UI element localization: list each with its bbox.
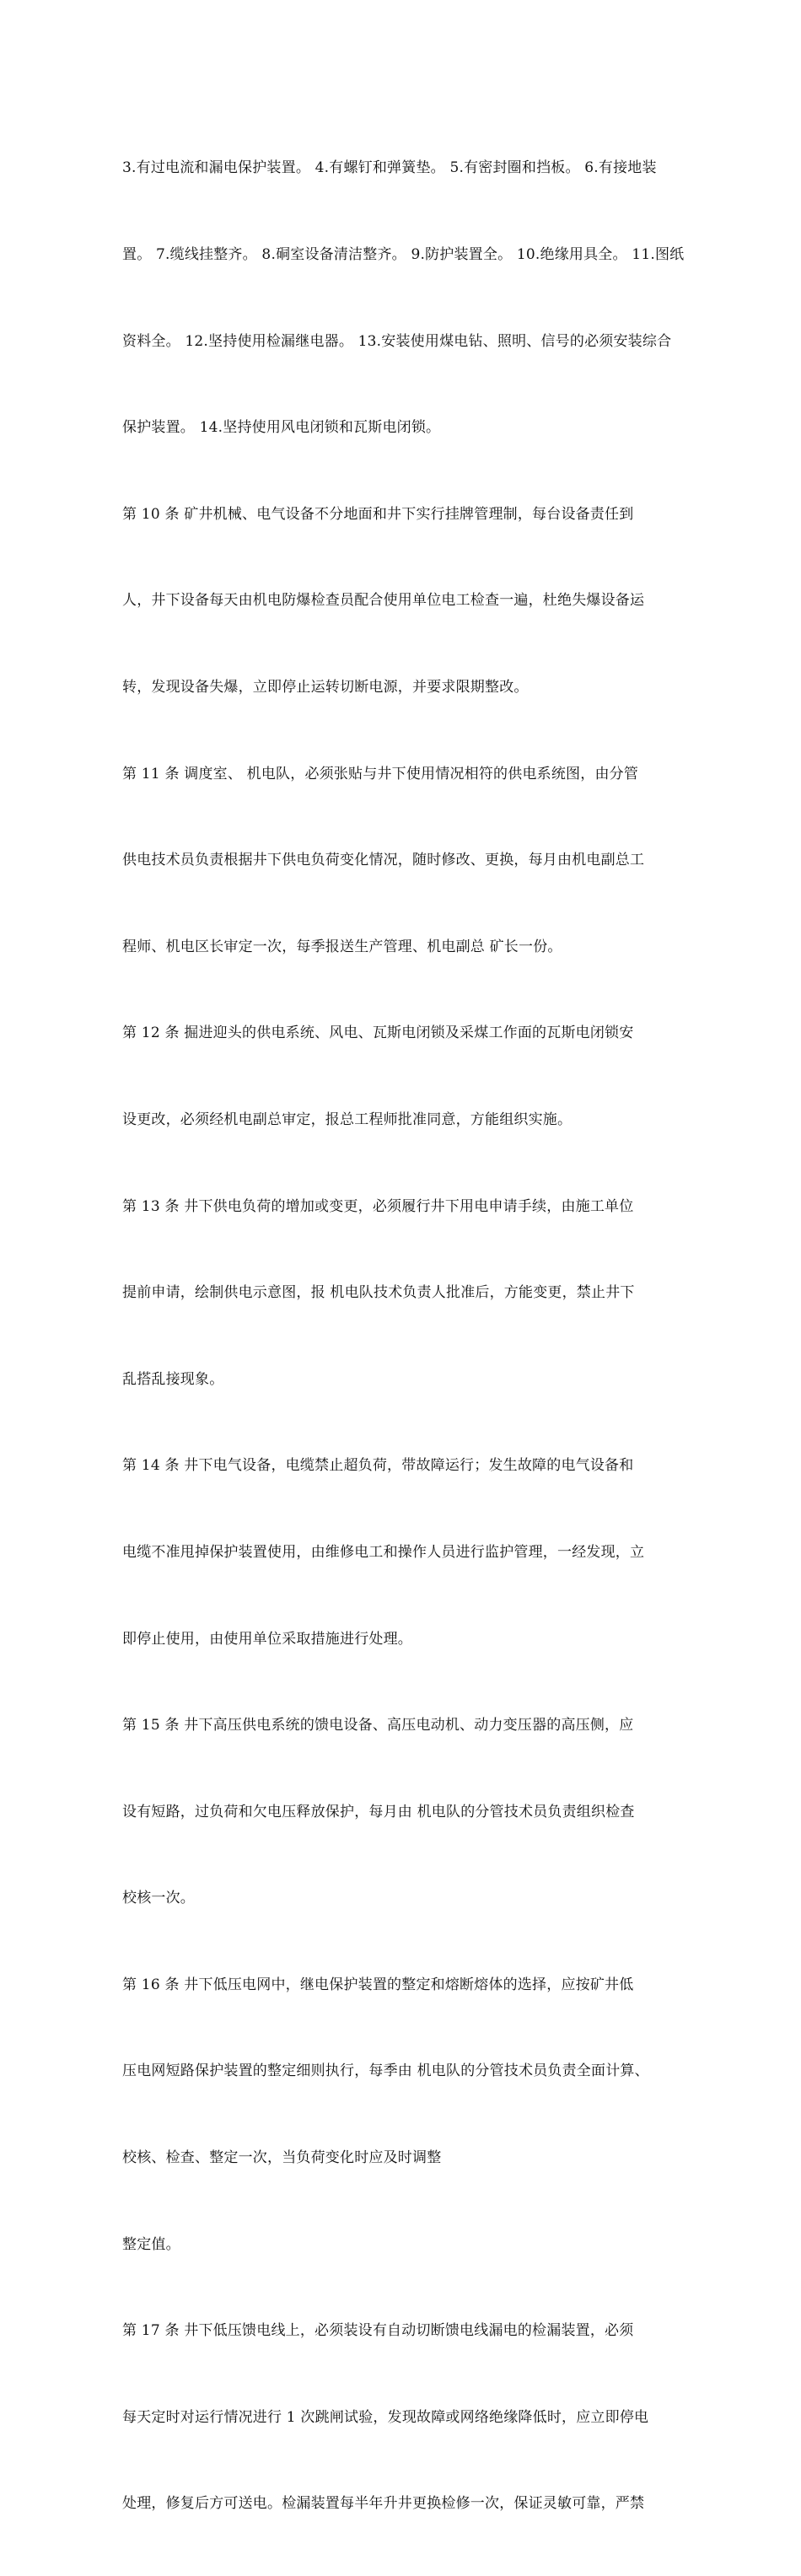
- document-body: [122, 96, 685, 2576]
- text-line: 资料全。 12.坚持使用检漏继电器。 13.安装使用煤电钻、照明、信号的必须安装综合: [122, 332, 672, 350]
- article-13-line: 第 13 条 井下供电负荷的增加或变更，必须履行井下用电申请手续，由施工单位: [122, 1197, 634, 1215]
- text-line: 处理，修复后方可送电。检漏装置每半年升井更换检修一次，保证灵敏可靠，严禁: [122, 2495, 645, 2513]
- text-line: 置。 7.缆线挂整齐。 8.硐室设备清洁整齐。 9.防护装置全。 10.绝缘用具全。 11.图纸: [122, 246, 685, 263]
- text-line: 乱搭乱接现象。: [122, 1370, 224, 1388]
- text-line: 3.有过电流和漏电保护装置。 4.有螺钉和弹簧垫。 5.有密封圈和挡板。 6.有接地装: [122, 159, 657, 177]
- text-line: 程师、机电区长审定一次，每季报送生产管理、机电副总 矿长一份。: [122, 938, 562, 955]
- article-17-line: 第 17 条 井下低压馈电线上，必须装设有自动切断馈电线漏电的检漏装置，必须: [122, 2322, 634, 2340]
- article-16-line: 第 16 条 井下低压电网中，继电保护装置的整定和熔断熔体的选择，应按矿井低: [122, 1976, 634, 1993]
- article-14-line: 第 14 条 井下电气设备，电缆禁止超负荷，带故障运行；发生故障的电气设备和: [122, 1457, 634, 1475]
- text-line: 即停止使用，由使用单位采取措施进行处理。: [122, 1630, 412, 1648]
- text-line: 提前申请，绘制供电示意图，报 机电队技术负责人批准后，方能变更，禁止井下: [122, 1284, 635, 1302]
- text-line: 校核、检查、整定一次，当负荷变化时应及时调整: [122, 2149, 442, 2167]
- article-15-line: 第 15 条 井下高压供电系统的馈电设备、高压电动机、动力变压器的高压侧，应: [122, 1717, 634, 1734]
- text-line: 转，发现设备失爆，立即停止运转切断电源，并要求限期整改。: [122, 678, 529, 696]
- text-line: 供电技术员负责根据井下供电负荷变化情况，随时修改、更换，每月由机电副总工: [122, 852, 645, 869]
- article-11-line: 第 11 条 调度室、 机电队，必须张贴与井下使用情况相符的供电系统图，由分管: [122, 765, 639, 782]
- text-line: 电缆不准甩掉保护装置使用，由维修电工和操作人员进行监护管理，一经发现，立: [122, 1543, 645, 1561]
- text-line: 校核一次。: [122, 1890, 195, 1907]
- text-line: 保护装置。 14.坚持使用风电闭锁和瓦斯电闭锁。: [122, 419, 441, 437]
- text-line: 设有短路，过负荷和欠电压释放保护，每月由 机电队的分管技术员负责组织检查: [122, 1803, 635, 1820]
- text-line: 每天定时对运行情况进行 1 次跳闸试验，发现故障或网络绝缘降低时，应立即停电: [122, 2408, 649, 2426]
- text-line: 压电网短路保护装置的整定细则执行，每季由 机电队的分管技术员负责全面计算、: [122, 2062, 649, 2080]
- text-line: 整定值。: [122, 2235, 180, 2253]
- text-line: 设更改，必须经机电副总审定，报总工程师批准同意，方能组织实施。: [122, 1111, 573, 1128]
- text-line: 人，井下设备每天由机电防爆检查员配合使用单位电工检查一遍，杜绝失爆设备运: [122, 592, 645, 610]
- article-12-line: 第 12 条 掘进迎头的供电系统、风电、瓦斯电闭锁及采煤工作面的瓦斯电闭锁安: [122, 1024, 634, 1042]
- article-10-line: 第 10 条 矿井机械、电气设备不分地面和井下实行挂牌管理制，每台设备责任到: [122, 505, 634, 523]
